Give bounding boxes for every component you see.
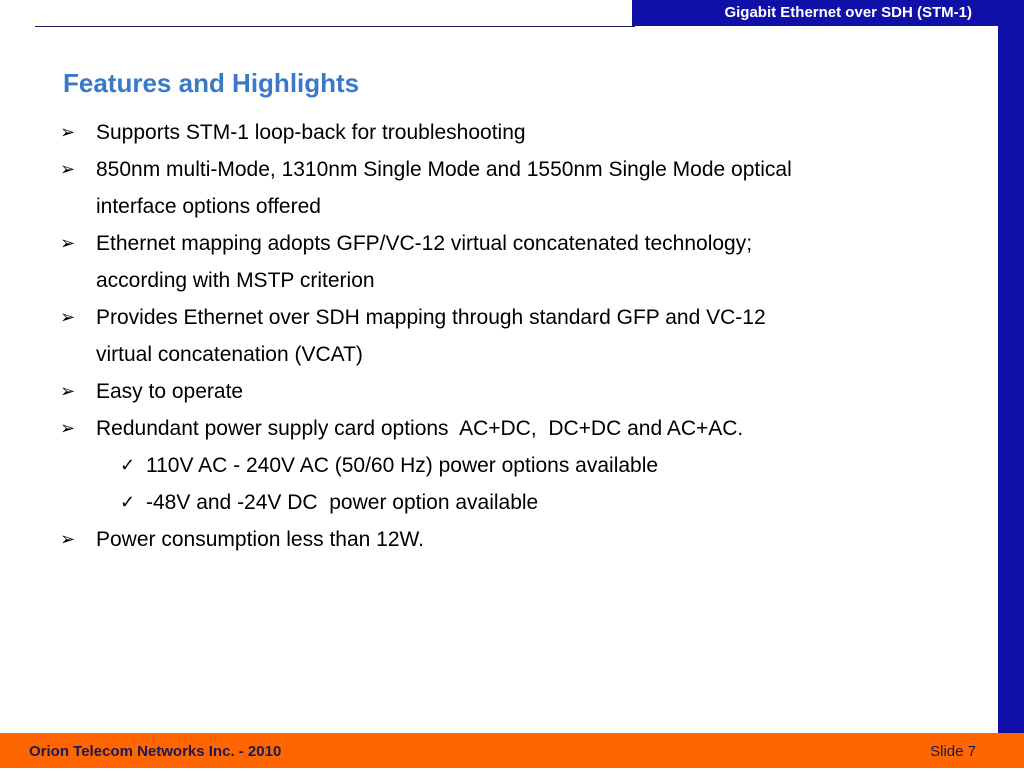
slide-title: Features and Highlights bbox=[63, 68, 360, 98]
arrow-bullet-icon: ➢ bbox=[60, 159, 76, 179]
footer-company: Orion Telecom Networks Inc. - 2010 bbox=[29, 743, 282, 760]
bullet-text: interface options offered bbox=[96, 195, 321, 218]
arrow-bullet-icon: ➢ bbox=[60, 122, 76, 142]
bullet-text: Provides Ethernet over SDH mapping through standard GFP and VC-12 bbox=[96, 306, 766, 329]
bullet-item bbox=[0, 299, 990, 373]
bullet-text: virtual concatenation (VCAT) bbox=[96, 343, 363, 366]
bullet-text: 850nm multi-Mode, 1310nm Single Mode and 1550nm Single Mode optical bbox=[96, 158, 792, 181]
footer-bar bbox=[0, 733, 1024, 768]
bullet-text: Easy to operate bbox=[96, 380, 244, 403]
header-curve bbox=[948, 26, 998, 76]
arrow-bullet-icon: ➢ bbox=[60, 381, 76, 401]
bullet-text: 110V AC - 240V AC (50/60 Hz) power options available bbox=[146, 454, 659, 477]
arrow-bullet-icon: ➢ bbox=[60, 418, 76, 438]
sub-bullet-item bbox=[0, 484, 990, 521]
bullet-text: Ethernet mapping adopts GFP/VC-12 virtual concatenated technology; bbox=[96, 232, 753, 255]
header-divider bbox=[35, 26, 635, 27]
arrow-bullet-icon: ➢ bbox=[60, 307, 76, 327]
bullet-item bbox=[0, 410, 990, 447]
checkmark-icon: ✓ bbox=[120, 492, 136, 512]
bullet-text: Redundant power supply card options AC+DC, DC+DC and AC+AC. bbox=[96, 417, 744, 440]
bullet-list bbox=[0, 114, 990, 558]
bullet-text: -48V and -24V DC power option available bbox=[146, 491, 539, 514]
bullet-text: Supports STM-1 loop-back for troubleshooting bbox=[96, 121, 526, 144]
checkmark-icon: ✓ bbox=[120, 455, 136, 475]
bullet-item bbox=[0, 521, 990, 558]
arrow-bullet-icon: ➢ bbox=[60, 233, 76, 253]
bullet-item bbox=[0, 373, 990, 410]
right-accent-bar bbox=[998, 0, 1024, 733]
header-tab-title: Gigabit Ethernet over SDH (STM-1) bbox=[724, 4, 972, 21]
bullet-text: Power consumption less than 12W. bbox=[96, 528, 425, 551]
bullet-text: according with MSTP criterion bbox=[96, 269, 375, 292]
bullet-item bbox=[0, 225, 990, 299]
bullet-item bbox=[0, 114, 990, 151]
sub-bullet-item bbox=[0, 447, 990, 484]
arrow-bullet-icon: ➢ bbox=[60, 529, 76, 549]
footer-slide-number: Slide 7 bbox=[930, 743, 976, 760]
bullet-item bbox=[0, 151, 990, 225]
